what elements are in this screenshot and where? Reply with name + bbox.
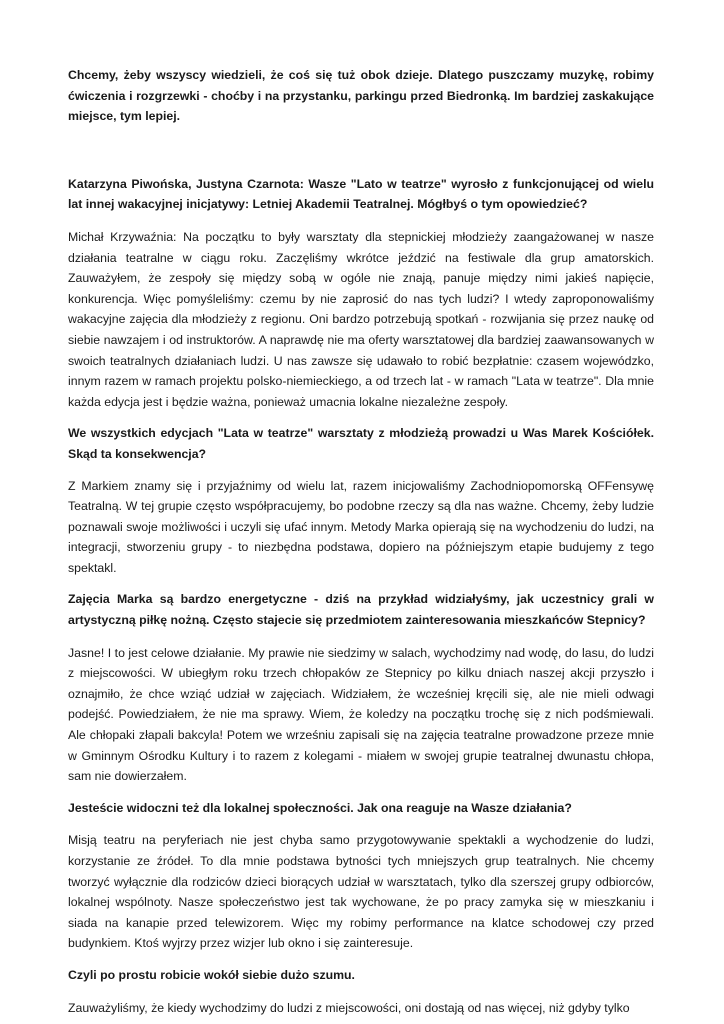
question-2: We wszystkich edycjach "Lata w teatrze" warsztaty z młodzieżą prowadzi u Was Marek Kościółek. Skąd ta konsekwencja? (68, 426, 654, 461)
question-1: Katarzyna Piwońska, Justyna Czarnota: Wasze "Lato w teatrze" wyrosło z funkcjonującej od wielu lat innej wakacyjnej inicjatywy: Letniej Akademii Teatralnej. Mógłbyś o tym opowiedzieć? (68, 176, 654, 212)
question-3: Zajęcia Marka są bardzo energetyczne - dziś na przykład widziałyśmy, jak uczestnicy grali w artystyczną piłkę nożną. Często stajecie się przedmiotem zainteresowania mieszkańców Stepnicy? (68, 592, 654, 628)
document-page (68, 60, 654, 1018)
question-4: Jesteście widoczni też dla lokalnej społeczności. Jak ona reaguje na Wasze działania? (68, 800, 572, 815)
answer-2: Z Markiem znamy się i przyjaźnimy od wielu lat, razem inicjowaliśmy Zachodniopomorską OFFensywę Teatralną. W tej grupie często współpracujemy, bo podobne rzeczy są dla nas ważne. Chcemy, żeby ludzie poznawali swoje możliwości i uczyli się ufać innym. Metody Marka opierają się na wychodzeniu do ludzi, na integracji, stworzeniu grupy - to niezbędna podstawa, dopiero na późniejszym etapie budujemy z tego spektakl. (68, 478, 654, 575)
answer-4: Misją teatru na peryferiach nie jest chyba samo przygotowywanie spektakli a wychodzenie do ludzi, korzystanie ze źródeł. To dla mnie podstawa bytności tych mniejszych grup teatralnych. Nie chcemy tworzyć wyłącznie dla rodziców dzieci biorących udział w warsztatach, tylko dla szerszej grupy odbiorców, lokalnej wspólnoty. Nasze społeczeństwo jest tak wychowane, że po pracy zamyka się w mieszkaniu i siada na kanapie przed telewizorem. Więc my robimy performance na klatce schodowej czy przed budynkiem. Ktoś wyjrzy przez wizjer lub okno i się zainteresuje. (68, 833, 654, 951)
answer-5: Zauważyliśmy, że kiedy wychodzimy do ludzi z miejscowości, oni dostają od nas więcej, niż gdyby tylko (68, 1000, 630, 1015)
answer-1: Michał Krzywaźnia: Na początku to były warsztaty dla stepnickiej młodzieży zaangażowanej w nasze działania teatralne w ciągu roku. Zaczęliśmy wkrótce jeździć na festiwale dla grup amatorskich. Zauważyłem, że zespoły się między sobą w ogóle nie znają, panuje między nimi jakieś napięcie, konkurencja. Więc pomyśleliśmy: czemu by nie zaprosić do nas tych ludzi? I wtedy zaproponowaliśmy wakacyjne zajęcia dla młodzieży z regionu. Oni bardzo potrzebują spotkań - rozwijania się przez naukę od siebie nawzajem i od instruktorów. A naprawdę nie ma oferty warsztatowej dla bardziej zaawansowanych w swoich teatralnych działaniach ludzi. U nas zawsze się udawało to robić bezpłatnie: czasem wojewódzko, innym razem w ramach projektu polsko-niemieckiego, a od trzech lat - w ramach "Lata w teatrze". Dla mnie każda edycja jest i będzie ważna, ponieważ umacnia lokalne niezależne zespoły. (68, 229, 654, 409)
answer-3: Jasne! I to jest celowe działanie. My prawie nie siedzimy w salach, wychodzimy nad wodę, do lasu, do ludzi z miejscowości. W ubiegłym roku trzech chłopaków ze Stepnicy po kilku dniach naszej akcji przyszło i oznajmiło, że chce wziąć udział w zajęciach. Widziałem, że wcześniej kręcili się, ale nie mieli odwagi podejść. Powiedziałem, że nie ma sprawy. Wiem, że koledzy na początku trochę się z nich podśmiewali. Ale chłopaki złapali bakcyla! Potem we wrześniu zapisali się na zajęcia teatralne prowadzone przeze mnie w Gminnym Ośrodku Kultury i to razem z kolegami - miałem w swojej grupie teatralnej dwunastu chłopa, sam nie dowierzałem. (68, 645, 654, 784)
intro-paragraph: Chcemy, żeby wszyscy wiedzieli, że coś się tuż obok dzieje. Dlatego puszczamy muzykę, robimy ćwiczenia i rozgrzewki - choćby i na przystanku, parkingu przed Biedronką. Im bardziej zaskakujące miejsce, tym lepiej. (68, 68, 654, 124)
question-5: Czyli po prostu robicie wokół siebie dużo szumu. (68, 967, 355, 982)
